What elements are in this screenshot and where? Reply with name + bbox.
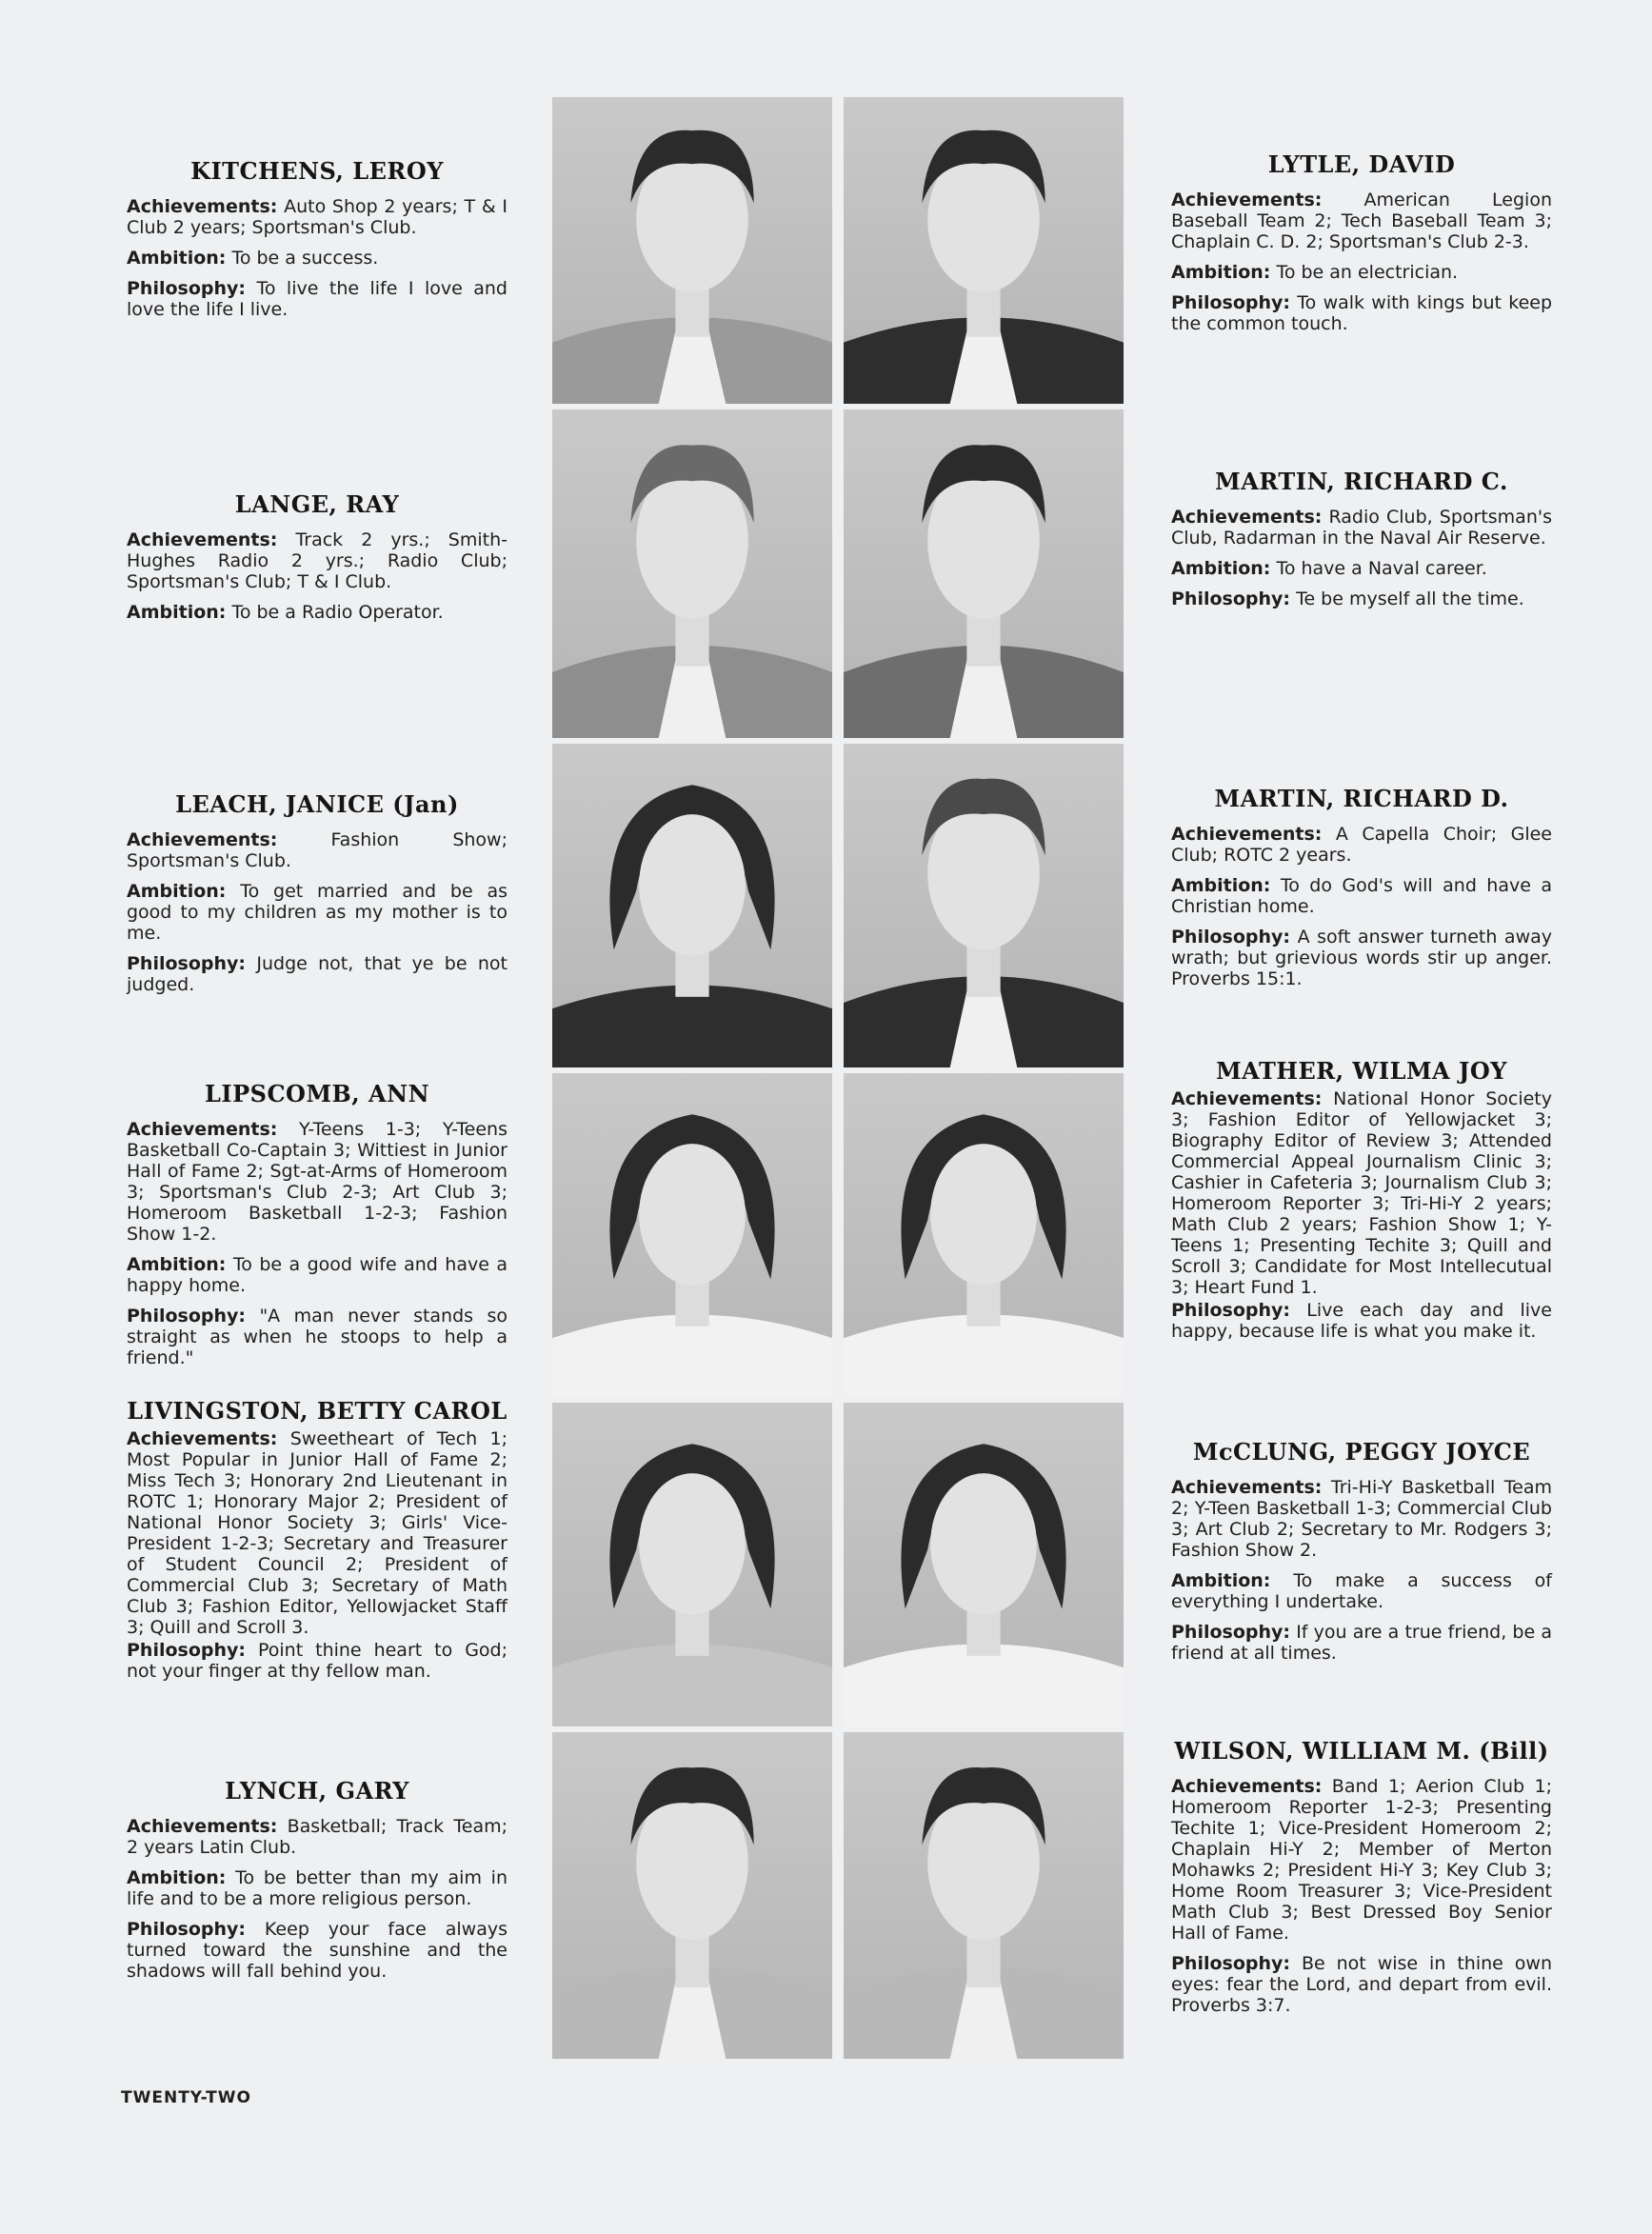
- philosophy-label: Philosophy:: [1171, 1300, 1291, 1321]
- ambition-label: Ambition:: [1171, 558, 1271, 579]
- philosophy-text: Be not wise in thine own eyes: fear the Lord, and depart from evil. Proverbs 3:7.: [1171, 1953, 1552, 2016]
- senior-entry-mcclung-peggy-joyce: [1171, 1438, 1552, 1673]
- student-name: LEACH, JANICE (Jan): [175, 790, 459, 818]
- ambition-paragraph: [127, 248, 508, 269]
- student-name: LYTLE, DAVID: [1267, 150, 1456, 178]
- philosophy-paragraph: [1171, 1300, 1552, 1342]
- philosophy-label: Philosophy:: [127, 278, 247, 299]
- ambition-label: Ambition:: [1171, 1570, 1271, 1591]
- portrait-photo: [552, 1403, 832, 1726]
- ambition-paragraph: [127, 602, 508, 623]
- student-name: WILSON, WILLIAM M. (Bill): [1174, 1737, 1549, 1765]
- achievements-paragraph: [1171, 1776, 1552, 1944]
- achievements-label: Achievements:: [1171, 1088, 1323, 1109]
- ambition-text: To get married and be as good to my children as my mother is to me.: [127, 881, 508, 944]
- philosophy-label: Philosophy:: [127, 1640, 247, 1661]
- philosophy-paragraph: [127, 1306, 508, 1368]
- ambition-label: Ambition:: [127, 1867, 227, 1888]
- achievements-text: American Legion Baseball Team 2; Tech Baseball Team 3; Chaplain C. D. 2; Sportsman's Club 2-3.: [1171, 189, 1553, 252]
- portrait-grid: [552, 97, 1129, 2059]
- ambition-paragraph: [1171, 1570, 1552, 1612]
- philosophy-paragraph: [127, 953, 508, 995]
- achievements-text: A Capella Choir; Glee Club; ROTC 2 years.: [1171, 824, 1552, 866]
- ambition-paragraph: [1171, 875, 1552, 917]
- senior-entry-lytle-david: [1171, 150, 1552, 344]
- philosophy-paragraph: [1171, 292, 1552, 334]
- senior-entry-leach-janice: [127, 790, 508, 1005]
- portrait-photo: [552, 97, 832, 404]
- student-name: McCLUNG, PEGGY JOYCE: [1192, 1438, 1531, 1466]
- ambition-text: To be a Radio Operator.: [231, 602, 444, 623]
- student-name: LIVINGSTON, BETTY CAROL: [127, 1397, 508, 1425]
- philosophy-text: A soft answer turneth away wrath; but grievious words stir up anger. Proverbs 15:1.: [1171, 927, 1552, 989]
- achievements-paragraph: [127, 196, 508, 238]
- philosophy-label: Philosophy:: [1171, 292, 1291, 313]
- student-name: LIPSCOMB, ANN: [204, 1080, 430, 1107]
- philosophy-text: If you are a true friend, be a friend at all times.: [1171, 1622, 1552, 1664]
- philosophy-paragraph: [1171, 927, 1552, 989]
- ambition-text: To be a success.: [231, 248, 379, 269]
- achievements-text: Y-Teens 1-3; Y-Teens Basketball Co-Captain 3; Wittiest in Junior Hall of Fame 2; Sgt-at-Arms of Homeroom 3; Sportsman's Club 2-3; Art Club 3; Homeroom Basketball 1-2-3; Fashion Show 1-2.: [127, 1119, 508, 1245]
- senior-entry-mather-wilma-joy: [1171, 1057, 1552, 1351]
- philosophy-text: To live the life I love and love the life I live.: [127, 278, 508, 320]
- portrait-photo: [552, 744, 832, 1067]
- student-name: MARTIN, RICHARD D.: [1214, 785, 1509, 812]
- senior-entry-martin-richard-c: [1171, 468, 1552, 619]
- achievements-paragraph: [1171, 1477, 1552, 1561]
- achievements-label: Achievements:: [127, 1119, 278, 1140]
- achievements-paragraph: [1171, 1088, 1552, 1298]
- student-name: MATHER, WILMA JOY: [1216, 1057, 1507, 1085]
- ambition-paragraph: [127, 1867, 508, 1909]
- portrait-photo: [844, 1732, 1124, 2059]
- portrait-photo: [844, 409, 1124, 738]
- ambition-label: Ambition:: [1171, 875, 1271, 896]
- ambition-text: To make a success of everything I undertake.: [1171, 1570, 1553, 1612]
- philosophy-text: Te be myself all the time.: [1296, 588, 1524, 609]
- philosophy-paragraph: [127, 1640, 508, 1682]
- senior-entry-lipscomb-ann: [127, 1080, 508, 1378]
- philosophy-label: Philosophy:: [127, 1306, 247, 1326]
- achievements-label: Achievements:: [127, 1428, 278, 1449]
- achievements-paragraph: [127, 829, 508, 871]
- achievements-text: Auto Shop 2 years; T & I Club 2 years; Sportsman's Club.: [127, 196, 508, 238]
- achievements-text: Fashion Show; Sportsman's Club.: [127, 829, 508, 871]
- philosophy-label: Philosophy:: [127, 953, 247, 974]
- achievements-paragraph: [1171, 189, 1552, 252]
- achievements-paragraph: [127, 1428, 508, 1638]
- philosophy-paragraph: [1171, 1953, 1552, 2016]
- student-name: LANGE, RAY: [234, 490, 400, 518]
- philosophy-label: Philosophy:: [1171, 1622, 1291, 1643]
- achievements-paragraph: [127, 1816, 508, 1858]
- achievements-label: Achievements:: [1171, 507, 1323, 528]
- achievements-paragraph: [127, 1119, 508, 1245]
- portrait-photo: [552, 1073, 832, 1397]
- ambition-paragraph: [1171, 262, 1552, 283]
- senior-entry-wilson-william: [1171, 1737, 1552, 2025]
- ambition-text: To do God's will and have a Christian home.: [1171, 875, 1552, 917]
- philosophy-text: To walk with kings but keep the common touch.: [1171, 292, 1553, 334]
- achievements-label: Achievements:: [1171, 189, 1323, 210]
- senior-entry-lynch-gary: [127, 1777, 508, 1991]
- achievements-label: Achievements:: [127, 1816, 278, 1837]
- philosophy-label: Philosophy:: [1171, 927, 1291, 947]
- ambition-text: To have a Naval career.: [1276, 558, 1487, 579]
- philosophy-text: Live each day and live happy, because life is what you make it.: [1171, 1300, 1552, 1342]
- philosophy-text: Judge not, that ye be not judged.: [127, 953, 508, 995]
- achievements-text: Basketball; Track Team; 2 years Latin Club.: [127, 1816, 508, 1858]
- ambition-label: Ambition:: [127, 881, 227, 902]
- achievements-text: National Honor Society 3; Fashion Editor of Yellowjacket 3; Biography Editor of Review 3; Attended Commercial Appeal Journalism Clinic 3; Cashier in Cafeteria 3; Journalism Club 3; Homeroom Reporter 3; Tri-Hi-Y 2 years; Math Club 2 years; Fashion Show 1; Y-Teens 1; Presenting Techite 3; Quill and Scroll 3; Candidate for Most Intellecutual 3; Heart Fund 1.: [1171, 1088, 1553, 1298]
- achievements-label: Achievements:: [1171, 824, 1323, 845]
- philosophy-paragraph: [127, 1919, 508, 1982]
- senior-entry-martin-richard-d: [1171, 785, 1552, 999]
- portrait-photo: [844, 1403, 1124, 1726]
- ambition-paragraph: [127, 881, 508, 944]
- achievements-label: Achievements:: [127, 196, 278, 217]
- philosophy-label: Philosophy:: [1171, 588, 1291, 609]
- ambition-label: Ambition:: [1171, 262, 1271, 283]
- ambition-paragraph: [127, 1254, 508, 1296]
- achievements-text: Track 2 yrs.; Smith-Hughes Radio 2 yrs.; Radio Club; Sportsman's Club; T & I Club.: [127, 529, 508, 592]
- student-name: LYNCH, GARY: [225, 1777, 409, 1805]
- achievements-paragraph: [1171, 824, 1552, 866]
- ambition-text: To be better than my aim in life and to be a more religious person.: [127, 1867, 508, 1909]
- page-number: TWENTY-TWO: [121, 2088, 251, 2107]
- philosophy-label: Philosophy:: [1171, 1953, 1291, 1974]
- portrait-photo: [844, 1073, 1124, 1397]
- senior-entry-lange-ray: [127, 490, 508, 632]
- achievements-text: Band 1; Aerion Club 1; Homeroom Reporter 1-2-3; Presenting Techite 1; Vice-President Homeroom 2; Chaplain Hi-Y 2; Member of Merton Mohawks 2; President Hi-Y 3; Key Club 3; Home Room Treasurer 3; Vice-President Math Club 3; Best Dressed Boy Senior Hall of Fame.: [1171, 1776, 1552, 1944]
- student-name: KITCHENS, LEROY: [190, 157, 444, 185]
- portrait-photo: [552, 409, 832, 738]
- philosophy-text: Point thine heart to God; not your finger at thy fellow man.: [127, 1640, 508, 1682]
- student-name: MARTIN, RICHARD C.: [1215, 468, 1508, 495]
- ambition-text: To be an electrician.: [1276, 262, 1459, 283]
- philosophy-paragraph: [1171, 588, 1552, 609]
- philosophy-paragraph: [127, 278, 508, 320]
- ambition-paragraph: [1171, 558, 1552, 579]
- senior-entry-livingston-betty-carol: [127, 1397, 508, 1691]
- philosophy-text: Keep your face always turned toward the sunshine and the shadows will fall behind you.: [127, 1919, 508, 1982]
- portrait-photo: [844, 744, 1124, 1067]
- achievements-text: Radio Club, Sportsman's Club, Radarman in the Naval Air Reserve.: [1171, 507, 1552, 549]
- senior-entry-kitchens-leroy: [127, 157, 508, 329]
- ambition-label: Ambition:: [127, 248, 227, 269]
- portrait-photo: [552, 1732, 832, 2059]
- achievements-paragraph: [1171, 507, 1552, 549]
- portrait-photo: [844, 97, 1124, 404]
- achievements-label: Achievements:: [127, 529, 278, 550]
- philosophy-paragraph: [1171, 1622, 1552, 1664]
- achievements-text: Tri-Hi-Y Basketball Team 2; Y-Teen Basketball 1-3; Commercial Club 3; Art Club 2; Secretary to Mr. Rodgers 3; Fashion Show 2.: [1171, 1477, 1552, 1561]
- philosophy-label: Philosophy:: [127, 1919, 247, 1940]
- ambition-label: Ambition:: [127, 1254, 227, 1275]
- ambition-label: Ambition:: [127, 602, 227, 623]
- achievements-label: Achievements:: [1171, 1477, 1323, 1498]
- philosophy-text: "A man never stands so straight as when he stoops to help a friend.": [127, 1306, 508, 1368]
- achievements-label: Achievements:: [127, 829, 278, 850]
- ambition-text: To be a good wife and have a happy home.: [127, 1254, 508, 1296]
- achievements-text: Sweetheart of Tech 1; Most Popular in Junior Hall of Fame 2; Miss Tech 3; Honorary 2nd Lieutenant in ROTC 1; Honorary Major 2; President of National Honor Society 3; Girls' Vice-President 1-2-3; Secretary and Treasurer of Student Council 2; President of Commercial Club 3; Secretary of Math Club 3; Fashion Editor, Yellowjacket Staff 3; Quill and Scroll 3.: [127, 1428, 508, 1638]
- achievements-label: Achievements:: [1171, 1776, 1323, 1797]
- achievements-paragraph: [127, 529, 508, 592]
